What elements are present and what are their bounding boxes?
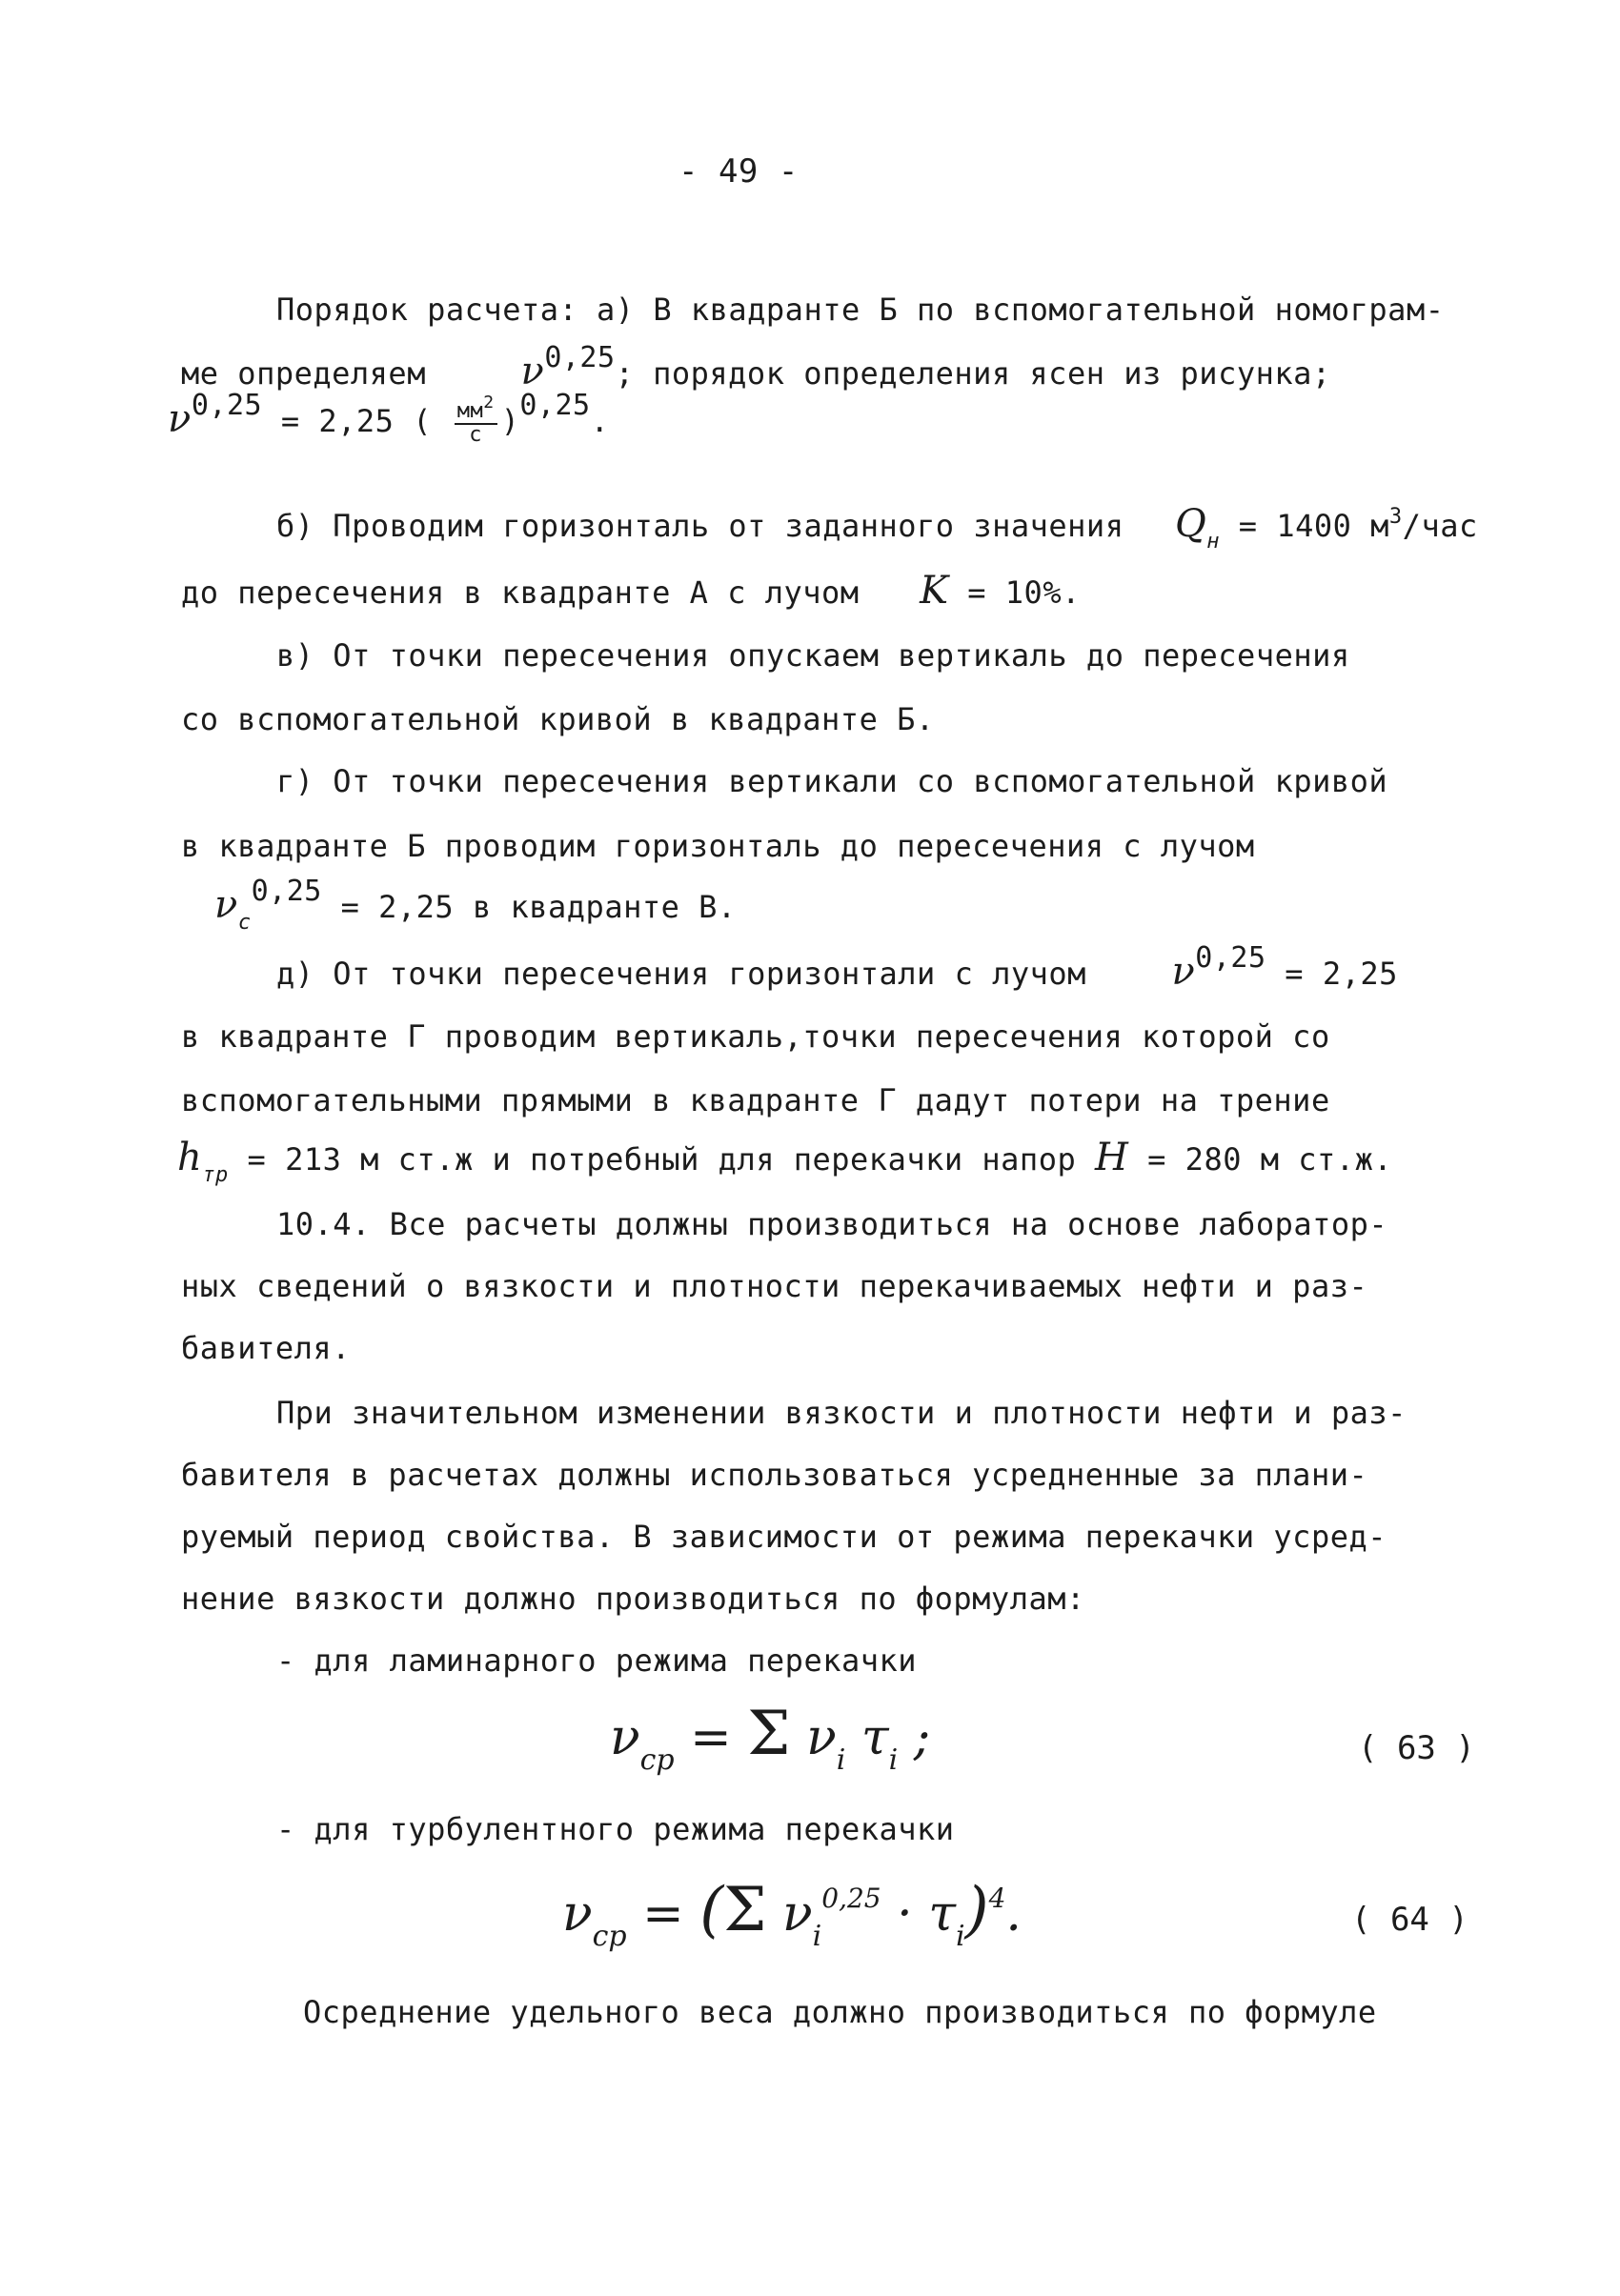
nu-symbol: ν bbox=[214, 883, 238, 927]
para-d-line-2: в квадранте Г проводим вертикаль,точки пересечения которой со bbox=[181, 1018, 1330, 1055]
formula-term: = bbox=[690, 1709, 732, 1766]
formula-term: i bbox=[812, 1920, 822, 1953]
para-variation-line-4: нение вязкости должно производиться по формулам: bbox=[181, 1581, 1085, 1617]
friction-loss-subscript: тр bbox=[202, 1163, 229, 1187]
formula-term: i bbox=[888, 1743, 899, 1777]
formula-term: Σ bbox=[747, 1699, 791, 1769]
unit-numerator-exponent: 2 bbox=[483, 392, 495, 413]
para-variation-line-3: руемый период свойства. В зависимости от режима перекачки усред- bbox=[181, 1519, 1387, 1555]
para-10-4-line-2: ных сведений о вязкости и плотности перекачиваемых нефти и раз- bbox=[181, 1268, 1368, 1304]
head-symbol: H bbox=[1094, 1136, 1129, 1179]
k-symbol: K bbox=[920, 569, 949, 613]
formula-term: · bbox=[897, 1885, 913, 1943]
para-d-line-1-suffix: = 2,25 bbox=[1285, 956, 1398, 992]
para-b-line-1-prefix: б) Проводим горизонталь от заданного значения bbox=[276, 508, 1124, 544]
nu-symbol: ν bbox=[520, 350, 545, 393]
nu-symbol: ν bbox=[168, 397, 192, 441]
formula-term: Σ bbox=[723, 1875, 767, 1945]
para-v-line-2: со вспомогательной кривой в квадранте Б. bbox=[181, 701, 935, 737]
formula-term: i bbox=[836, 1743, 846, 1777]
unit-denominator: с bbox=[469, 422, 483, 447]
unit-close-paren: ) bbox=[500, 403, 520, 439]
flow-value: = 1400 м bbox=[1238, 508, 1389, 544]
flow-unit: /час bbox=[1402, 508, 1478, 544]
formula-term: ν bbox=[562, 1885, 593, 1943]
para-d-line-4-end: = 280 м ст.ж. bbox=[1147, 1141, 1393, 1178]
nu-symbol: ν bbox=[1171, 950, 1196, 994]
para-variation-line-2: бавителя в расчетах должны использоваться усредненные за плани- bbox=[181, 1457, 1368, 1493]
formula-term: ν bbox=[782, 1885, 813, 1943]
formula-term: = bbox=[642, 1885, 684, 1943]
formula-term: 0,25 bbox=[821, 1883, 881, 1914]
formula-term: ср bbox=[639, 1743, 675, 1777]
nu-exponent: 0,25 bbox=[191, 389, 263, 422]
para-b-line-2-prefix: до пересечения в квадранте А с лучом bbox=[181, 574, 860, 611]
para-g-line-3-suffix: = 2,25 в квадранте В. bbox=[340, 889, 737, 925]
para-b-line-2 bbox=[181, 569, 1081, 613]
para-10-4-line-1: 10.4. Все расчеты должны производиться на основе лаборатор- bbox=[276, 1206, 1388, 1242]
friction-loss-symbol: h bbox=[177, 1136, 203, 1179]
nu-exponent: 0,25 bbox=[544, 341, 616, 374]
formula-term: ср bbox=[592, 1920, 627, 1953]
unit-fraction bbox=[455, 392, 497, 447]
nu-exponent: 0,25 bbox=[251, 875, 322, 908]
page-number: - 49 - bbox=[678, 152, 799, 191]
para-g-line-3 bbox=[214, 875, 737, 935]
formula-term: 4 bbox=[988, 1883, 1006, 1914]
flow-symbol: Q bbox=[1174, 502, 1207, 546]
equation-number-64: ( 64 ) bbox=[1351, 1901, 1468, 1939]
formula-64 bbox=[562, 1875, 1022, 1953]
formula-term: ( bbox=[699, 1875, 724, 1945]
para-a-line-3 bbox=[168, 389, 610, 447]
flow-unit-exponent: 3 bbox=[1388, 505, 1403, 529]
para-d-line-4-mid: = 213 м ст.ж и потребный для перекачки напор bbox=[247, 1141, 1077, 1178]
para-g-line-2: в квадранте Б проводим горизонталь до пересечения с лучом bbox=[181, 828, 1255, 864]
formula-term: . bbox=[1005, 1885, 1022, 1943]
formula-63 bbox=[610, 1699, 931, 1777]
para-10-4-line-3: бавителя. bbox=[181, 1330, 351, 1366]
para-d-line-1 bbox=[276, 941, 1398, 995]
para-d-line-3: вспомогательными прямыми в квадранте Г дадут потери на трение bbox=[181, 1082, 1330, 1118]
para-g-line-1: г) От точки пересечения вертикали со вспомогательной кривой bbox=[276, 763, 1388, 799]
para-a-line-2 bbox=[181, 341, 1331, 394]
para-variation-line-1: При значительном изменении вязкости и плотности нефти и раз- bbox=[276, 1395, 1407, 1431]
para-a-end-dot: . bbox=[590, 403, 610, 439]
nu-subscript: с bbox=[237, 911, 252, 935]
para-a-line-1: Порядок расчета: а) В квадранте Б по вспомогательной номограм- bbox=[276, 292, 1445, 328]
formula-term: ) bbox=[964, 1875, 989, 1945]
formula-term: i bbox=[955, 1920, 965, 1953]
formula-term: ; bbox=[913, 1709, 931, 1766]
unit-power: 0,25 bbox=[519, 389, 591, 422]
equation-number-63: ( 63 ) bbox=[1358, 1729, 1475, 1767]
formula-term: ν bbox=[610, 1709, 640, 1766]
laminar-label: - для ламинарного режима перекачки bbox=[276, 1642, 918, 1679]
nu-value: = 2,25 ( bbox=[280, 403, 432, 439]
last-line: Осреднение удельного веса должно производиться по формуле bbox=[303, 1994, 1377, 2030]
para-b-line-1 bbox=[276, 502, 1478, 554]
para-v-line-1: в) От точки пересечения опускаем вертикаль до пересечения bbox=[276, 637, 1350, 674]
turbulent-label: - для турбулентного режима перекачки bbox=[276, 1811, 955, 1847]
para-d-line-4 bbox=[177, 1136, 1393, 1187]
para-d-line-1-prefix: д) От точки пересечения горизонтали с лучом bbox=[276, 956, 1086, 992]
nu-exponent: 0,25 bbox=[1195, 941, 1266, 975]
unit-numerator: мм bbox=[456, 398, 484, 423]
formula-term: τ bbox=[861, 1709, 889, 1766]
para-a-line-2-prefix: ме определяем bbox=[181, 355, 426, 392]
formula-term: ν bbox=[806, 1709, 837, 1766]
para-a-line-2-suffix: ; порядок определения ясен из рисунка; bbox=[615, 355, 1331, 392]
flow-subscript: н bbox=[1206, 530, 1221, 554]
k-value: = 10%. bbox=[967, 574, 1081, 611]
formula-term: τ bbox=[928, 1885, 956, 1943]
